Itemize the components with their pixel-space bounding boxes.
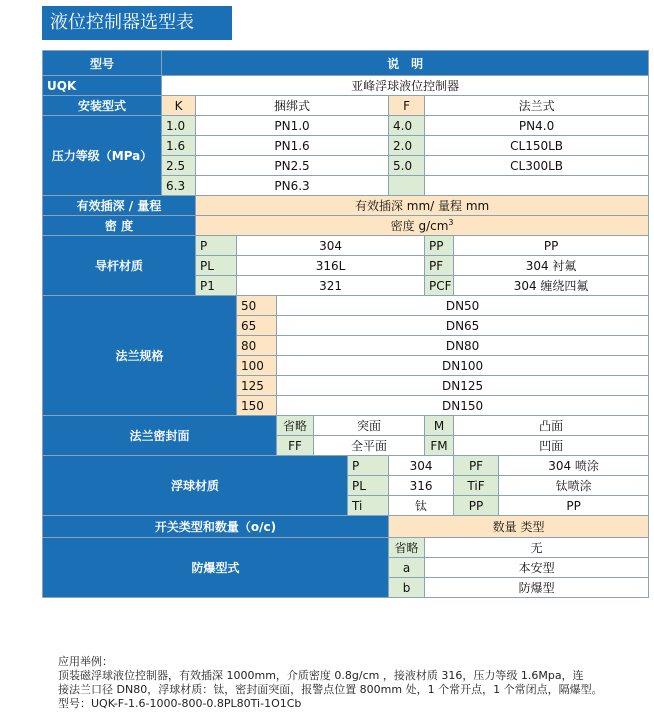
ball-code: Ti (348, 496, 389, 516)
ex-desc: 无 (425, 538, 649, 558)
rod-desc: 321 (237, 276, 425, 296)
density-label: 密 度 (43, 216, 196, 236)
page-title: 液位控制器选型表 (42, 6, 232, 40)
rod-code: PCF (425, 276, 454, 296)
ex-code: b (389, 578, 425, 598)
pressure-code: 1.0 (162, 116, 196, 136)
example-heading: 应用举例： (58, 655, 113, 668)
pressure-code: 6.3 (162, 176, 196, 196)
density-desc (196, 216, 649, 236)
seal-desc: 凹面 (454, 436, 649, 456)
ex-code: a (389, 558, 425, 578)
ball-desc: 钛喷涂 (499, 476, 649, 496)
ex-desc: 防爆型 (425, 578, 649, 598)
rod-desc: 304 缠绕四氟 (454, 276, 649, 296)
rod-desc: 304 (237, 236, 425, 256)
install-k-desc: 捆绑式 (196, 96, 389, 116)
seal-desc: 全平面 (314, 436, 425, 456)
ball-code: PF (454, 456, 499, 476)
ex-desc: 本安型 (425, 558, 649, 578)
selection-table (42, 50, 649, 598)
ball-desc: 304 喷涂 (499, 456, 649, 476)
flange-desc: DN150 (277, 396, 649, 416)
header-description: 说 明 (162, 51, 649, 76)
pressure-code: 5.0 (389, 156, 425, 176)
seal-desc: 凸面 (454, 416, 649, 436)
pressure-desc: PN2.5 (196, 156, 389, 176)
ball-desc: 钛 (389, 496, 454, 516)
switch-label: 开关类型和数量（o/c) (43, 516, 389, 538)
seal-code: M (425, 416, 454, 436)
depth-desc: 有效插深 mm/ 量程 mm (196, 196, 649, 216)
seal-code: FF (277, 436, 314, 456)
pressure-code-empty (389, 176, 425, 196)
pressure-desc: PN6.3 (196, 176, 389, 196)
seal-code: FM (425, 436, 454, 456)
pressure-desc-empty (425, 176, 649, 196)
flange-desc: DN65 (277, 316, 649, 336)
header-model: 型号 (43, 51, 162, 76)
seal-label: 法兰密封面 (43, 416, 277, 456)
application-example (58, 655, 650, 711)
pressure-code: 2.0 (389, 136, 425, 156)
flange-desc: DN125 (277, 376, 649, 396)
pressure-code: 1.6 (162, 136, 196, 156)
example-line: 接法兰口径 DN80，浮球材质：钛，密封面突面，报警点位置 800mm 处，1 个常开点，1 个常闭点，隔爆型。 (58, 683, 603, 696)
flange-desc: DN50 (277, 296, 649, 316)
ball-desc: 316 (389, 476, 454, 496)
install-k-code: K (162, 96, 196, 116)
flange-code: 150 (237, 396, 277, 416)
ex-label: 防爆型式 (43, 538, 389, 598)
rod-desc: 304 衬氟 (454, 256, 649, 276)
flange-code: 100 (237, 356, 277, 376)
pressure-desc: PN1.6 (196, 136, 389, 156)
rod-code: PF (425, 256, 454, 276)
example-line: 顶装磁浮球液位控制器，有效插深 1000mm，介质密度 0.8g/cm ，接液材质 316，压力等级 1.6Mpa，连 (58, 669, 584, 682)
density-superscript: 3 (448, 218, 454, 227)
rod-desc: 316L (237, 256, 425, 276)
ex-code: 省略 (389, 538, 425, 558)
ball-code: PL (348, 476, 389, 496)
flange-code: 125 (237, 376, 277, 396)
ball-label: 浮球材质 (43, 456, 348, 516)
install-f-desc: 法兰式 (425, 96, 649, 116)
density-text: 密度 g/cm (390, 219, 449, 233)
switch-desc: 数量 类型 (389, 516, 649, 538)
install-f-code: F (389, 96, 425, 116)
rod-label: 导杆材质 (43, 236, 196, 296)
flange-label: 法兰规格 (43, 296, 237, 416)
pressure-desc: PN1.0 (196, 116, 389, 136)
ball-code: TiF (454, 476, 499, 496)
ball-desc: PP (499, 496, 649, 516)
ball-desc: 304 (389, 456, 454, 476)
rod-code: PP (425, 236, 454, 256)
install-label: 安装型式 (43, 96, 162, 116)
rod-desc: PP (454, 236, 649, 256)
example-model: 型号：UQK-F-1.6-1000-800-0.8PL80Ti-1O1Cb (58, 697, 302, 710)
rod-code: P1 (196, 276, 237, 296)
pressure-code: 4.0 (389, 116, 425, 136)
rod-code: PL (196, 256, 237, 276)
seal-code: 省略 (277, 416, 314, 436)
flange-desc: DN80 (277, 336, 649, 356)
flange-desc: DN100 (277, 356, 649, 376)
pressure-code: 2.5 (162, 156, 196, 176)
rod-code: P (196, 236, 237, 256)
flange-code: 65 (237, 316, 277, 336)
pressure-label: 压力等级（MPa） (43, 116, 162, 196)
flange-code: 50 (237, 296, 277, 316)
seal-desc: 突面 (314, 416, 425, 436)
uqk-code: UQK (43, 76, 162, 96)
depth-label: 有效插深 / 量程 (43, 196, 196, 216)
ball-code: PP (454, 496, 499, 516)
pressure-desc: PN4.0 (425, 116, 649, 136)
flange-code: 80 (237, 336, 277, 356)
uqk-description: 亚峰浮球液位控制器 (162, 76, 649, 96)
pressure-desc: CL300LB (425, 156, 649, 176)
pressure-desc: CL150LB (425, 136, 649, 156)
ball-code: P (348, 456, 389, 476)
